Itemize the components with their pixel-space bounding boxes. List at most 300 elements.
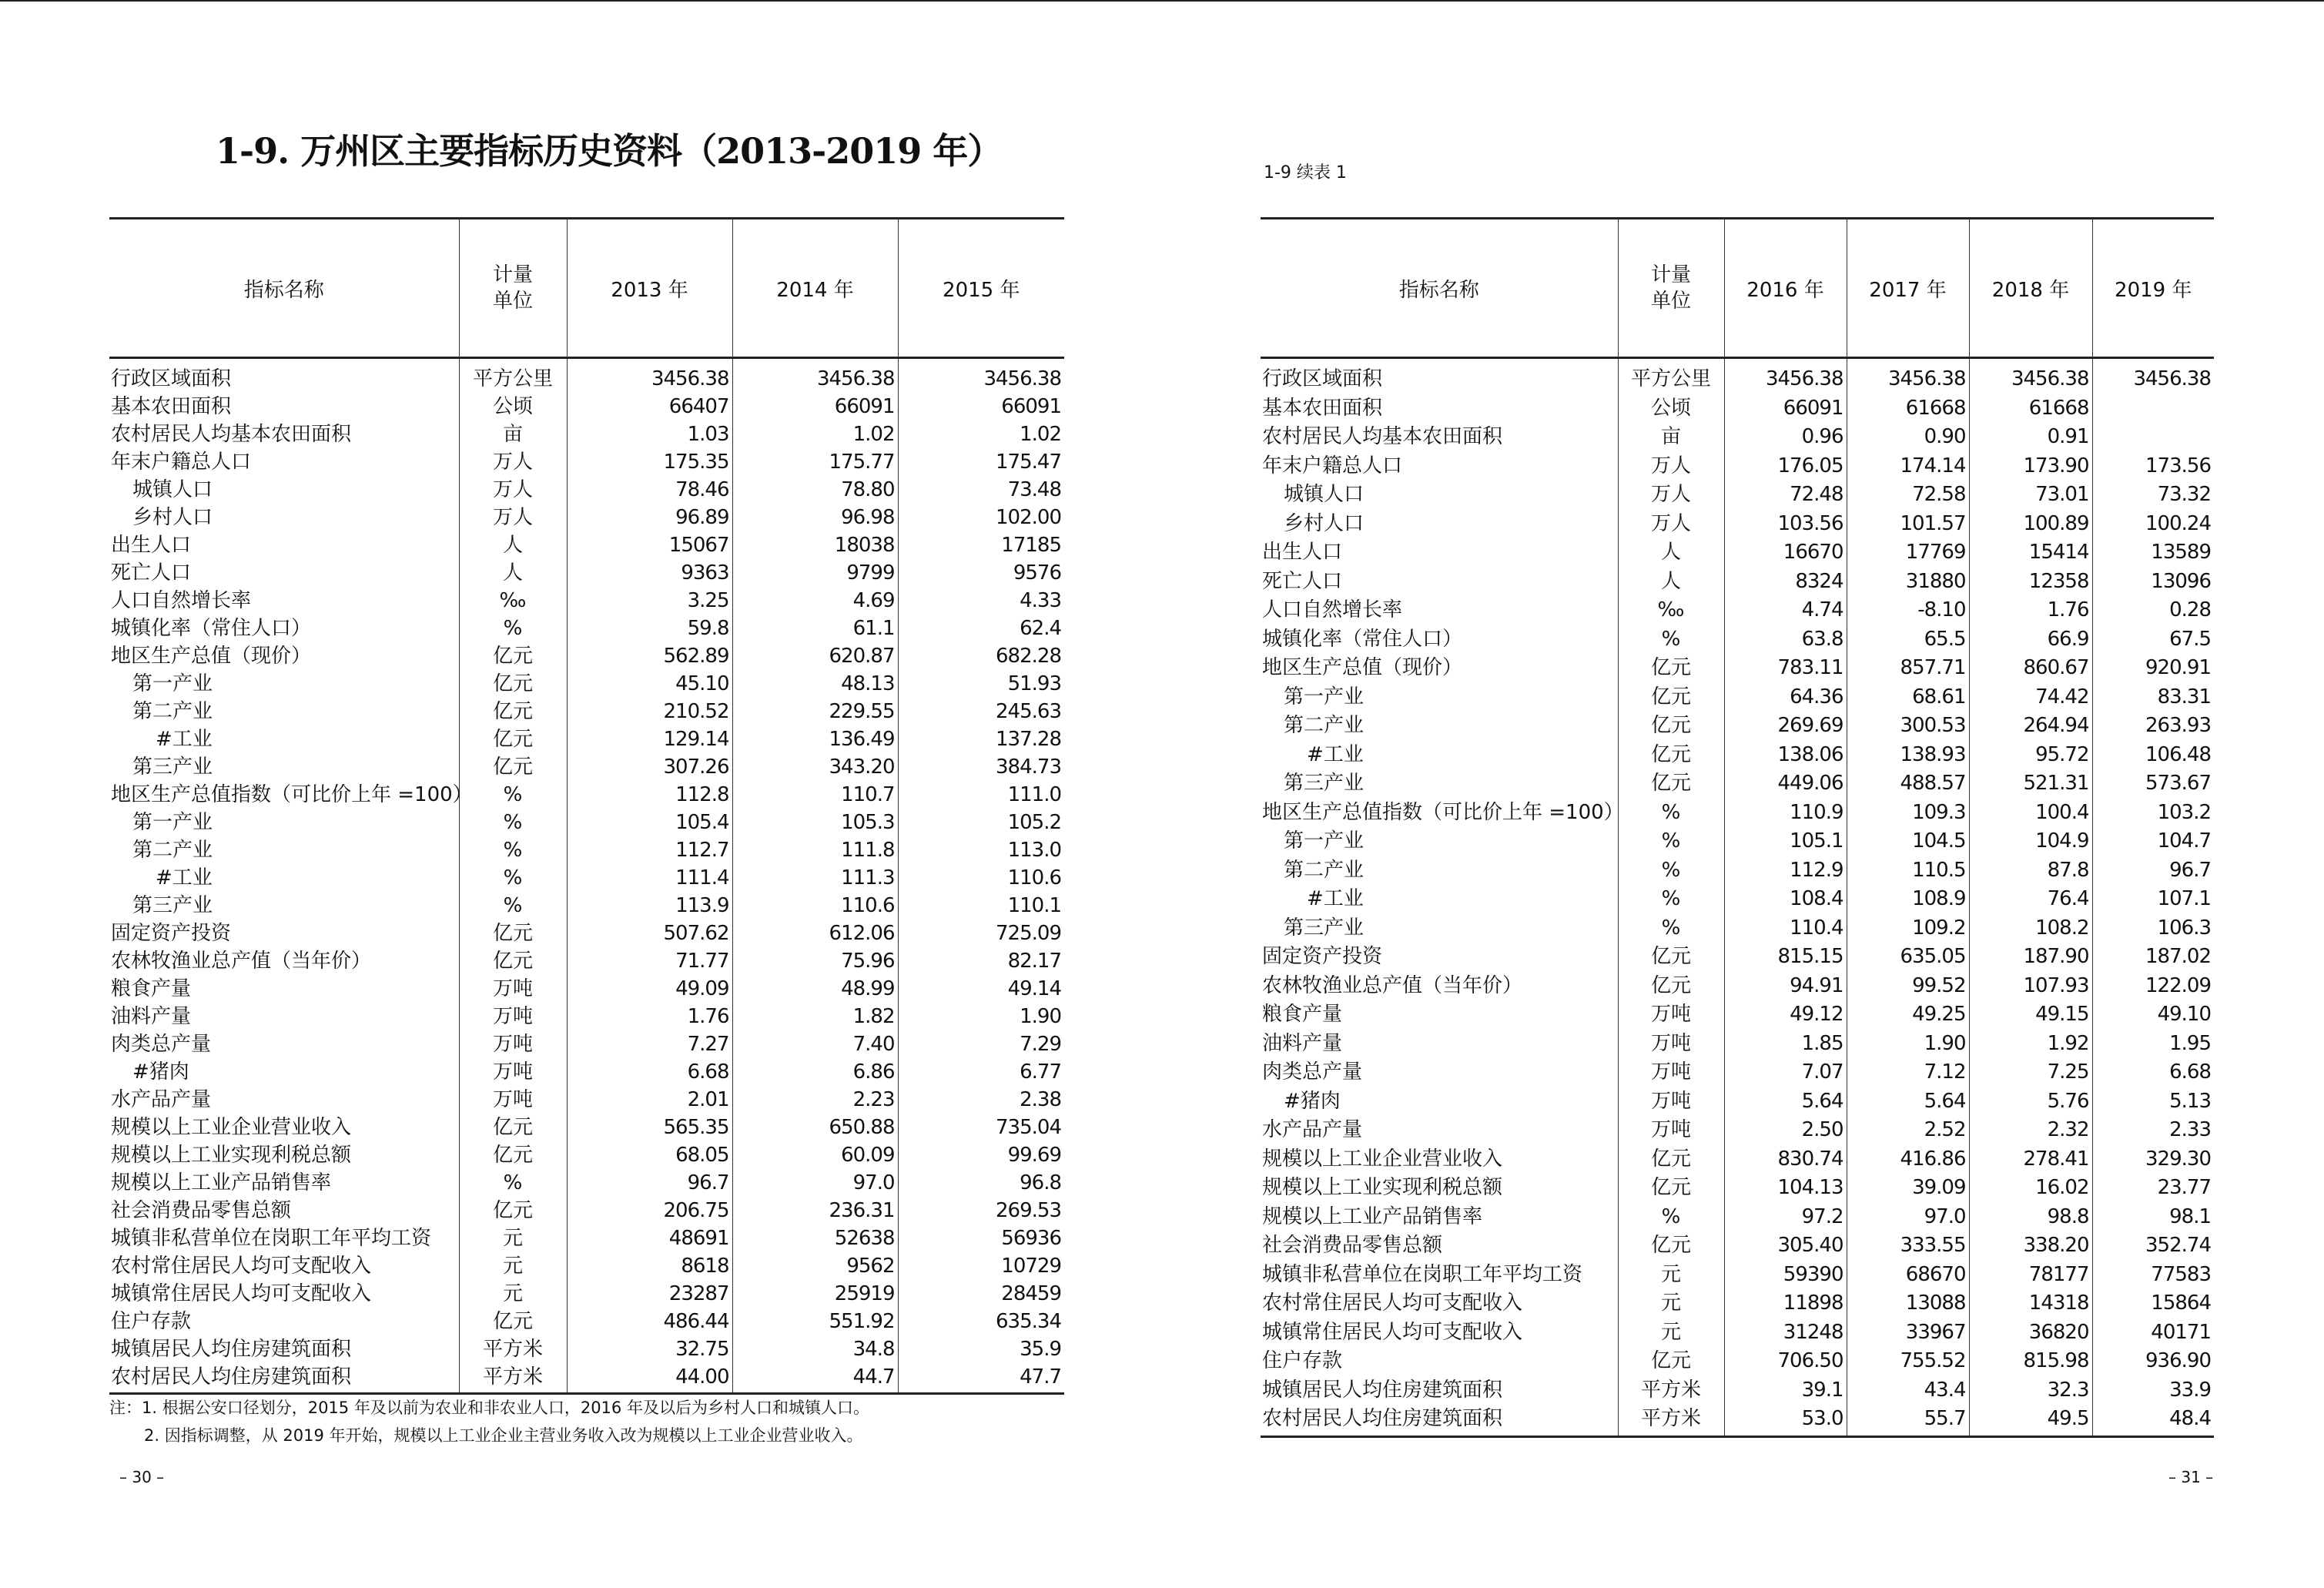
- value-cell: 96.89: [567, 504, 732, 531]
- unit-cell: %: [1618, 827, 1724, 856]
- table-row: [109, 1335, 1064, 1363]
- indicator-name-cell: 出生人口: [1262, 541, 1343, 564]
- indicator-name-cell: 基本农田面积: [1262, 396, 1383, 420]
- unit-cell: 亿元: [459, 642, 567, 670]
- table-row: [1261, 510, 2214, 539]
- unit-cell: 平方米: [459, 1335, 567, 1363]
- value-cell: 16670: [1724, 538, 1847, 568]
- value-cell: 449.06: [1724, 769, 1847, 799]
- indicator-name-cell: #工业: [1307, 742, 1364, 766]
- table-row: [109, 1030, 1064, 1058]
- table-row: [1261, 654, 2214, 683]
- indicator-name-cell: #猪肉: [132, 1060, 189, 1084]
- value-cell: 4.74: [1724, 596, 1847, 625]
- value-cell: 7.29: [898, 1030, 1064, 1058]
- value-cell: 1.02: [732, 420, 898, 448]
- value-cell: 210.52: [567, 698, 732, 725]
- value-cell: 108.2: [1969, 914, 2092, 943]
- value-cell: 486.44: [567, 1308, 732, 1335]
- unit-cell: 万人: [1618, 452, 1724, 481]
- value-cell: 67.5: [2092, 625, 2214, 655]
- value-cell: 63.8: [1724, 625, 1847, 655]
- table-row: [1261, 683, 2214, 712]
- table-row: [109, 725, 1064, 753]
- value-cell: 521.31: [1969, 769, 2092, 799]
- table-row: [1261, 1058, 2214, 1087]
- header-indicator-name: 指标名称: [1261, 219, 1618, 358]
- unit-cell: %: [459, 864, 567, 892]
- note-2: 2. 因指标调整，从 2019 年开始，规模以上工业企业主营业务收入改为规模以上工业企业营业收入。: [144, 1426, 863, 1445]
- value-cell: 104.7: [2092, 827, 2214, 856]
- value-cell: 66091: [732, 393, 898, 420]
- unit-cell: %: [1618, 799, 1724, 828]
- table-row: [1261, 568, 2214, 597]
- unit-cell: 亿元: [1618, 972, 1724, 1001]
- value-cell: 102.00: [898, 504, 1064, 531]
- unit-cell: 万吨: [1618, 1000, 1724, 1030]
- value-cell: 99.52: [1847, 972, 1969, 1001]
- unit-cell: 亩: [459, 420, 567, 448]
- indicator-name-cell: 行政区域面积: [111, 367, 232, 390]
- value-cell: 34.8: [732, 1335, 898, 1363]
- indicator-name-cell: 规模以上工业实现利税总额: [1262, 1176, 1503, 1199]
- table-row: [109, 1252, 1064, 1280]
- value-cell: 229.55: [732, 698, 898, 725]
- table-row: [109, 892, 1064, 920]
- value-cell: 107.1: [2092, 885, 2214, 914]
- value-cell: 4.33: [898, 587, 1064, 615]
- value-cell: 105.1: [1724, 827, 1847, 856]
- value-cell: 94.91: [1724, 972, 1847, 1001]
- value-cell: 48.4: [2092, 1405, 2214, 1436]
- value-cell: 3456.38: [1847, 358, 1969, 394]
- value-cell: 2.50: [1724, 1116, 1847, 1145]
- value-cell: 77583: [2092, 1261, 2214, 1290]
- value-cell: 78.80: [732, 476, 898, 504]
- indicator-name-cell: 乡村人口: [132, 506, 213, 529]
- unit-cell: 亿元: [1618, 741, 1724, 770]
- unit-cell: 万吨: [459, 1058, 567, 1086]
- value-cell: 66407: [567, 393, 732, 420]
- table-row: [109, 670, 1064, 698]
- value-cell: 59390: [1724, 1261, 1847, 1290]
- value-cell: 108.4: [1724, 885, 1847, 914]
- value-cell: 110.1: [898, 892, 1064, 920]
- value-cell: 735.04: [898, 1114, 1064, 1141]
- value-cell: 305.40: [1724, 1231, 1847, 1261]
- value-cell: 6.68: [2092, 1058, 2214, 1087]
- value-cell: 3456.38: [2092, 358, 2214, 394]
- unit-cell: 公顷: [459, 393, 567, 420]
- value-cell: 551.92: [732, 1308, 898, 1335]
- indicator-name-cell: 规模以上工业产品销售率: [111, 1171, 332, 1194]
- value-cell: 68.61: [1847, 683, 1969, 712]
- header-year-3: 2018 年: [1969, 219, 2092, 358]
- table-row: [1261, 1231, 2214, 1261]
- value-cell: 2.52: [1847, 1116, 1969, 1145]
- value-cell: 66.9: [1969, 625, 2092, 655]
- indicator-name-cell: 城镇非私营单位在岗职工年平均工资: [1262, 1262, 1583, 1286]
- indicator-name-cell: 第一产业: [1284, 685, 1365, 709]
- unit-cell: 万人: [1618, 481, 1724, 510]
- value-cell: 33.9: [2092, 1376, 2214, 1405]
- value-cell: 6.68: [567, 1058, 732, 1086]
- value-cell: 73.32: [2092, 481, 2214, 510]
- indicator-name-cell: 第一产业: [132, 672, 213, 695]
- indicator-name-cell: 农村常住居民人均可支配收入: [111, 1255, 372, 1278]
- value-cell: 650.88: [732, 1114, 898, 1141]
- unit-cell: 万吨: [459, 1030, 567, 1058]
- indicator-table-2016-2019: [1261, 217, 2214, 1438]
- unit-cell: 亿元: [459, 753, 567, 781]
- indicator-name-cell: 农村居民人均基本农田面积: [1262, 425, 1503, 448]
- indicator-name-cell: 死亡人口: [1262, 569, 1343, 593]
- indicator-name-cell: 社会消费品零售总额: [1262, 1234, 1443, 1257]
- value-cell: 35.9: [898, 1335, 1064, 1363]
- value-cell: 635.34: [898, 1308, 1064, 1335]
- value-cell: 55.7: [1847, 1405, 1969, 1436]
- unit-cell: %: [459, 781, 567, 809]
- value-cell: 3456.38: [567, 358, 732, 394]
- indicator-name-cell: 规模以上工业企业营业收入: [1262, 1147, 1503, 1171]
- value-cell: 612.06: [732, 920, 898, 947]
- value-cell: 187.90: [1969, 943, 2092, 972]
- value-cell: 2.33: [2092, 1116, 2214, 1145]
- value-cell: 11898: [1724, 1289, 1847, 1318]
- value-cell: 100.24: [2092, 510, 2214, 539]
- table-row: [109, 781, 1064, 809]
- unit-cell: 亿元: [459, 920, 567, 947]
- value-cell: 269.53: [898, 1197, 1064, 1225]
- value-cell: 76.4: [1969, 885, 2092, 914]
- header-year-3: 2015 年: [898, 219, 1064, 358]
- table-row: [1261, 394, 2214, 424]
- value-cell: 72.48: [1724, 481, 1847, 510]
- table-row: [1261, 712, 2214, 741]
- indicator-name-cell: 固定资产投资: [111, 922, 232, 945]
- value-cell: 269.69: [1724, 712, 1847, 741]
- indicator-table-2013-2015: [109, 217, 1064, 1395]
- value-cell: 7.27: [567, 1030, 732, 1058]
- value-cell: 1.90: [1847, 1030, 1969, 1059]
- table-row: [1261, 481, 2214, 510]
- continuation-subtitle: 1-9 续表 1: [1264, 163, 1347, 183]
- value-cell: 111.0: [898, 781, 1064, 809]
- indicator-name-cell: 农林牧渔业总产值（当年价）: [1262, 973, 1523, 997]
- value-cell: 48.13: [732, 670, 898, 698]
- value-cell: 96.7: [2092, 856, 2214, 886]
- value-cell: 173.90: [1969, 452, 2092, 481]
- value-cell: -8.10: [1847, 596, 1969, 625]
- indicator-name-cell: #工业: [156, 866, 213, 889]
- value-cell: 104.5: [1847, 827, 1969, 856]
- unit-cell: 元: [459, 1225, 567, 1252]
- table-row: [109, 836, 1064, 864]
- indicator-name-cell: 油料产量: [111, 1005, 192, 1028]
- value-cell: 9363: [567, 559, 732, 587]
- unit-cell: 万人: [459, 448, 567, 476]
- value-cell: 36820: [1969, 1318, 2092, 1348]
- value-cell: 108.9: [1847, 885, 1969, 914]
- indicator-name-cell: 年末户籍总人口: [1262, 454, 1403, 477]
- value-cell: 6.86: [732, 1058, 898, 1086]
- table-row: [109, 1058, 1064, 1086]
- indicator-name-cell: 基本农田面积: [111, 395, 232, 418]
- value-cell: 6.77: [898, 1058, 1064, 1086]
- value-cell: 352.74: [2092, 1231, 2214, 1261]
- table-row: [109, 753, 1064, 781]
- value-cell: [2092, 394, 2214, 424]
- value-cell: 830.74: [1724, 1145, 1847, 1174]
- indicator-name-cell: 城镇常住居民人均可支配收入: [1262, 1320, 1523, 1344]
- value-cell: 18038: [732, 531, 898, 559]
- indicator-name-cell: 粮食产量: [111, 977, 192, 1000]
- value-cell: 49.5: [1969, 1405, 2092, 1436]
- value-cell: 106.3: [2092, 914, 2214, 943]
- table-row: [1261, 1261, 2214, 1290]
- top-border-rule: [0, 0, 2324, 2]
- table-row: [109, 864, 1064, 892]
- value-cell: 278.41: [1969, 1145, 2092, 1174]
- table-row: [109, 587, 1064, 615]
- value-cell: 31248: [1724, 1318, 1847, 1348]
- table-row: [1261, 914, 2214, 943]
- indicator-name-cell: 水产品产量: [111, 1088, 212, 1111]
- value-cell: 236.31: [732, 1197, 898, 1225]
- table-row: [1261, 625, 2214, 655]
- value-cell: 7.12: [1847, 1058, 1969, 1087]
- value-cell: 5.64: [1847, 1087, 1969, 1117]
- value-cell: 173.56: [2092, 452, 2214, 481]
- value-cell: 107.93: [1969, 972, 2092, 1001]
- unit-cell: 万吨: [459, 1003, 567, 1030]
- value-cell: 13589: [2092, 538, 2214, 568]
- value-cell: 99.69: [898, 1141, 1064, 1169]
- value-cell: 74.42: [1969, 683, 2092, 712]
- value-cell: 338.20: [1969, 1231, 2092, 1261]
- page-title: 1-9. 万州区主要指标历史资料（2013-2019 年）: [216, 130, 1003, 172]
- value-cell: 110.6: [732, 892, 898, 920]
- indicator-name-cell: 城镇居民人均住房建筑面积: [111, 1338, 352, 1361]
- table-header-row: [109, 219, 1064, 358]
- value-cell: 45.10: [567, 670, 732, 698]
- value-cell: 3456.38: [898, 358, 1064, 394]
- value-cell: 264.94: [1969, 712, 2092, 741]
- value-cell: 122.09: [2092, 972, 2214, 1001]
- table-row: [109, 698, 1064, 725]
- table-row: [109, 947, 1064, 975]
- value-cell: 49.12: [1724, 1000, 1847, 1030]
- table-row: [1261, 358, 2214, 394]
- value-cell: 110.6: [898, 864, 1064, 892]
- value-cell: 488.57: [1847, 769, 1969, 799]
- table-row: [109, 1225, 1064, 1252]
- table-row: [109, 975, 1064, 1003]
- value-cell: 3.25: [567, 587, 732, 615]
- value-cell: 187.02: [2092, 943, 2214, 972]
- value-cell: 129.14: [567, 725, 732, 753]
- value-cell: 111.3: [732, 864, 898, 892]
- unit-cell: 亿元: [459, 1308, 567, 1335]
- value-cell: 815.15: [1724, 943, 1847, 972]
- table-row: [109, 615, 1064, 642]
- value-cell: 2.23: [732, 1086, 898, 1114]
- unit-cell: 万人: [1618, 510, 1724, 539]
- indicator-name-cell: 第三产业: [132, 894, 213, 917]
- value-cell: 105.3: [732, 809, 898, 836]
- indicator-name-cell: 城镇人口: [132, 478, 213, 501]
- value-cell: 682.28: [898, 642, 1064, 670]
- table-row: [109, 1280, 1064, 1308]
- value-cell: 40171: [2092, 1318, 2214, 1348]
- value-cell: 103.56: [1724, 510, 1847, 539]
- indicator-name-cell: 地区生产总值指数（可比价上年 =100）: [111, 783, 473, 806]
- indicator-name-cell: 年末户籍总人口: [111, 451, 252, 474]
- value-cell: 15067: [567, 531, 732, 559]
- value-cell: 176.05: [1724, 452, 1847, 481]
- value-cell: 25919: [732, 1280, 898, 1308]
- value-cell: 860.67: [1969, 654, 2092, 683]
- value-cell: 573.67: [2092, 769, 2214, 799]
- unit-cell: 元: [459, 1252, 567, 1280]
- value-cell: 32.3: [1969, 1376, 2092, 1405]
- value-cell: 71.77: [567, 947, 732, 975]
- indicator-name-cell: 地区生产总值指数（可比价上年 =100）: [1262, 800, 1624, 824]
- value-cell: 3456.38: [732, 358, 898, 394]
- unit-cell: 亿元: [459, 670, 567, 698]
- indicator-name-cell: 地区生产总值（现价）: [1262, 656, 1463, 679]
- value-cell: 87.8: [1969, 856, 2092, 886]
- table-row: [109, 1308, 1064, 1335]
- value-cell: 103.2: [2092, 799, 2214, 828]
- unit-cell: 元: [459, 1280, 567, 1308]
- indicator-name-cell: 城镇常住居民人均可支配收入: [111, 1282, 372, 1305]
- value-cell: 111.4: [567, 864, 732, 892]
- unit-cell: 万吨: [1618, 1058, 1724, 1087]
- value-cell: 307.26: [567, 753, 732, 781]
- table-row: [1261, 596, 2214, 625]
- value-cell: 65.5: [1847, 625, 1969, 655]
- value-cell: 68670: [1847, 1261, 1969, 1290]
- value-cell: 0.28: [2092, 596, 2214, 625]
- unit-cell: 人: [459, 559, 567, 587]
- value-cell: 5.13: [2092, 1087, 2214, 1117]
- value-cell: 725.09: [898, 920, 1064, 947]
- indicator-name-cell: 规模以上工业实现利税总额: [111, 1144, 352, 1167]
- value-cell: 78177: [1969, 1261, 2092, 1290]
- value-cell: 7.40: [732, 1030, 898, 1058]
- table-row: [109, 809, 1064, 836]
- value-cell: 78.46: [567, 476, 732, 504]
- table-row: [109, 1363, 1064, 1394]
- value-cell: 23287: [567, 1280, 732, 1308]
- indicator-name-cell: 规模以上工业企业营业收入: [111, 1116, 352, 1139]
- value-cell: 1.85: [1724, 1030, 1847, 1059]
- value-cell: 13096: [2092, 568, 2214, 597]
- value-cell: 7.07: [1724, 1058, 1847, 1087]
- unit-cell: 平方米: [1618, 1376, 1724, 1405]
- header-unit: 计量 单位: [459, 219, 567, 358]
- value-cell: 105.4: [567, 809, 732, 836]
- header-year-4: 2019 年: [2092, 219, 2214, 358]
- unit-cell: 亿元: [1618, 1174, 1724, 1203]
- indicator-name-cell: 农村居民人均住房建筑面积: [109, 1363, 459, 1394]
- unit-cell: 亿元: [459, 725, 567, 753]
- value-cell: 0.96: [1724, 423, 1847, 452]
- table-row: [1261, 1000, 2214, 1030]
- table-row: [109, 920, 1064, 947]
- value-cell: 44.7: [732, 1363, 898, 1394]
- value-cell: 936.90: [2092, 1347, 2214, 1376]
- value-cell: 83.31: [2092, 683, 2214, 712]
- indicator-name-cell: 第二产业: [132, 839, 213, 862]
- value-cell: 97.2: [1724, 1203, 1847, 1232]
- value-cell: 101.57: [1847, 510, 1969, 539]
- indicator-name-cell: 地区生产总值（现价）: [111, 645, 312, 668]
- value-cell: 49.14: [898, 975, 1064, 1003]
- value-cell: 300.53: [1847, 712, 1969, 741]
- unit-cell: ‰: [1618, 596, 1724, 625]
- value-cell: 1.90: [898, 1003, 1064, 1030]
- unit-cell: %: [459, 615, 567, 642]
- value-cell: 5.64: [1724, 1087, 1847, 1117]
- value-cell: 3456.38: [1969, 358, 2092, 394]
- value-cell: 17185: [898, 531, 1064, 559]
- value-cell: 62.4: [898, 615, 1064, 642]
- unit-cell: 亿元: [459, 1141, 567, 1169]
- table-row: [1261, 1116, 2214, 1145]
- table-row: [1261, 452, 2214, 481]
- value-cell: 110.5: [1847, 856, 1969, 886]
- unit-cell: 万吨: [1618, 1116, 1724, 1145]
- value-cell: 96.98: [732, 504, 898, 531]
- value-cell: 61.1: [732, 615, 898, 642]
- indicator-name-cell: 乡村人口: [1284, 511, 1365, 535]
- table-row: [109, 358, 1064, 394]
- unit-cell: 人: [459, 531, 567, 559]
- value-cell: 75.96: [732, 947, 898, 975]
- indicator-name-cell: 第二产业: [1284, 714, 1365, 737]
- value-cell: 2.38: [898, 1086, 1064, 1114]
- unit-cell: %: [1618, 885, 1724, 914]
- unit-cell: %: [1618, 856, 1724, 886]
- indicator-name-cell: #猪肉: [1284, 1089, 1341, 1113]
- value-cell: 755.52: [1847, 1347, 1969, 1376]
- value-cell: 138.93: [1847, 741, 1969, 770]
- value-cell: 113.9: [567, 892, 732, 920]
- indicator-name-cell: 农林牧渔业总产值（当年价）: [111, 950, 372, 973]
- table-row: [109, 531, 1064, 559]
- value-cell: 174.14: [1847, 452, 1969, 481]
- table-row: [109, 1114, 1064, 1141]
- table-row: [1261, 885, 2214, 914]
- value-cell: 64.36: [1724, 683, 1847, 712]
- value-cell: 1.02: [898, 420, 1064, 448]
- unit-cell: 万吨: [459, 975, 567, 1003]
- value-cell: 245.63: [898, 698, 1064, 725]
- value-cell: 49.10: [2092, 1000, 2214, 1030]
- value-cell: 137.28: [898, 725, 1064, 753]
- value-cell: 815.98: [1969, 1347, 2092, 1376]
- value-cell: 51.93: [898, 670, 1064, 698]
- value-cell: 5.76: [1969, 1087, 2092, 1117]
- value-cell: 384.73: [898, 753, 1064, 781]
- indicator-name-cell: 城镇居民人均住房建筑面积: [1262, 1378, 1503, 1402]
- indicator-name-cell: 第一产业: [1284, 829, 1365, 853]
- unit-cell: 万人: [459, 476, 567, 504]
- table-notes: [109, 1394, 869, 1449]
- unit-cell: 平方公里: [1618, 358, 1724, 394]
